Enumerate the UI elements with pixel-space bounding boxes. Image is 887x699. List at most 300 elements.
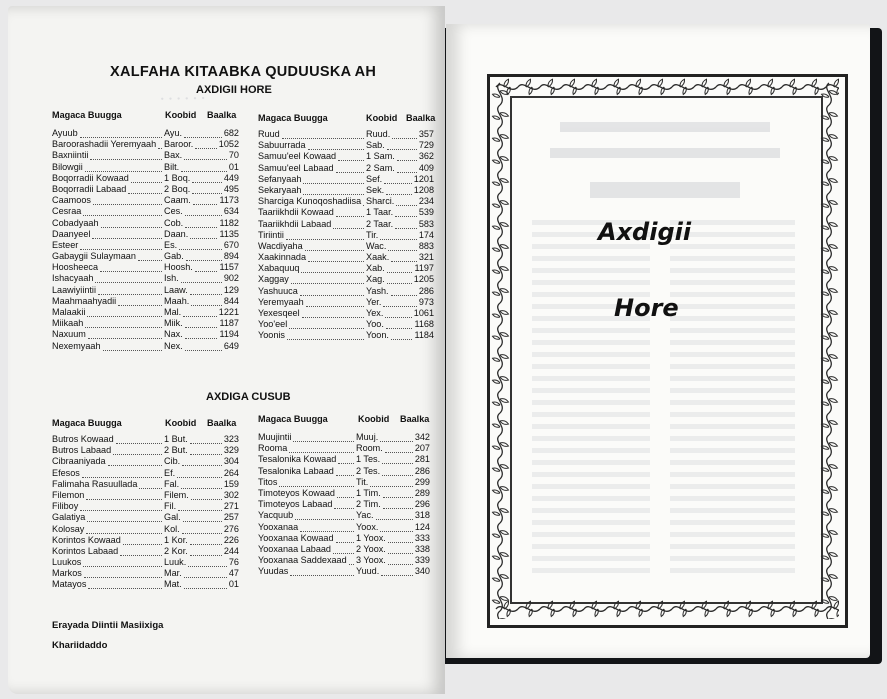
title-line-1: Axdigii [598,218,692,246]
toc-row [52,434,239,445]
page-number: 339 [414,555,430,566]
dot-leader [381,566,413,576]
toc-row [52,468,239,479]
page-number: 329 [223,445,239,456]
book-abbreviation: Yoo. [366,319,384,330]
toc-row [258,454,430,465]
book-abbreviation: Yac. [356,510,374,521]
book-abbreviation: Nax. [164,329,183,340]
book-name: Korintos Labaad [52,545,119,556]
book-abbreviation: Ayu. [164,128,183,138]
book-abbreviation: Tir. [366,229,379,240]
book-name: Boqorradii Labaad [52,183,127,194]
book-abbreviation: Daan. [164,228,189,239]
toc-row [258,488,430,499]
book-abbreviation: Laaw. [164,284,188,295]
page-number: 1168 [414,319,434,330]
page-number: 271 [223,501,239,512]
book-abbreviation: Gab. [164,251,184,262]
toc-row [52,139,239,150]
book-name: Yeremyaah [258,296,304,307]
dot-leader [303,185,364,195]
toc-row [52,329,239,340]
dot-leader [84,568,162,578]
toc-row [52,512,239,523]
dot-leader [182,524,222,534]
page-number: 1135 [219,228,239,239]
page-number: 296 [414,499,430,510]
col-page-header: Baalka [207,110,237,120]
book-abbreviation: 1 Tim. [356,487,381,498]
book-name: Tesalonika Kowaad [258,454,337,465]
book-name: Maahmaahyadii [52,295,117,306]
title-line-2: Hore [614,294,679,322]
book-name: Yuudas [258,566,289,577]
book-abbreviation: Mar. [164,568,182,579]
dot-leader [185,341,222,351]
toc-row [52,173,239,184]
dot-leader [397,151,417,161]
book-name: Wacdiyaha [258,240,303,251]
book-abbreviation: Fal. [164,478,180,489]
dot-leader [178,501,222,511]
book-abbreviation: 2 Sam. [366,162,395,173]
dot-leader [397,163,417,173]
page-number: 129 [223,284,239,295]
dot-leader [108,456,162,466]
dot-leader [308,140,364,150]
dot-leader [103,341,162,351]
dot-leader [333,219,364,229]
book-name: Butros Kowaad [52,434,114,444]
book-abbreviation: 2 Tes. [356,465,381,476]
book-name: Cesraa [52,206,82,217]
dot-leader [83,557,162,567]
dot-leader [395,207,417,217]
toc-row [258,330,434,341]
dot-leader [279,477,354,487]
dot-leader [185,206,222,216]
dot-leader [300,286,364,296]
dot-leader [336,466,354,476]
toc-row [258,196,434,207]
book-name: Muujintii [258,432,292,442]
dot-leader [383,297,417,307]
dot-leader [92,229,162,239]
book-name: Ayuub [52,128,78,138]
book-abbreviation: Xab. [366,263,385,274]
page-number: 729 [418,140,434,151]
dot-leader [387,140,417,150]
book-name: Xaakinnada [258,252,307,263]
toc-row [258,140,434,151]
book-name: Samuu'eel Kowaad [258,151,337,162]
page-number: 539 [418,207,434,218]
dot-leader [293,432,354,442]
book-name: Cobadyaah [52,217,99,228]
dot-leader [190,535,222,545]
dot-leader [80,128,162,138]
dot-leader [184,568,227,578]
page-number: 01 [228,161,239,172]
book-name: Filemon [52,489,85,500]
toc-row [258,533,430,544]
toc-row [52,456,239,467]
page-number: 76 [228,557,239,568]
book-abbreviation: Yoon. [366,330,389,341]
book-abbreviation: Caam. [164,195,191,206]
toc-row [258,163,434,174]
dot-leader [183,307,217,317]
dot-leader [101,218,162,228]
toc-row [52,162,239,173]
book-name: Ishacyaah [52,273,94,284]
book-abbreviation: Ef. [164,467,176,478]
dot-leader [300,522,354,532]
col-abbr-header: Koobid [165,110,197,120]
book-name: Filiboy [52,501,79,512]
dot-leader [301,263,364,273]
toc-rows [258,127,434,342]
toc-row [52,150,239,161]
page-number: 286 [418,285,434,296]
page-number: 47 [228,568,239,579]
col-abbr-header: Koobid [358,414,390,424]
book-name: Laawiyiintii [52,284,96,295]
dot-leader [383,499,413,509]
book-name: Daanyeel [52,228,91,239]
toc-row [258,319,434,330]
dot-leader [190,434,222,444]
book-name: Kolosay [52,523,85,534]
dot-leader [306,297,364,307]
dot-leader [191,490,222,500]
book-abbreviation: 2 Kor. [164,545,188,556]
page-number: 357 [418,129,434,139]
dot-leader [334,499,354,509]
dot-leader [179,240,222,250]
book-name: Naxuum [52,329,86,340]
toc-rows [52,432,239,591]
toc-row [52,479,239,490]
book-name: Sefanyaah [258,173,302,184]
dot-leader [370,477,413,487]
col-page-header: Baalka [406,113,436,123]
column-header-row [52,418,239,432]
page-number: 973 [418,296,434,307]
toc-row [52,307,239,318]
book-abbreviation: Mal. [164,307,182,317]
book-name: Taariikhdii Kowaad [258,207,334,218]
floral-border-ornament [490,77,839,619]
book-name: Timoteyos Labaad [258,499,333,510]
book-name: Yooxanaa Saddexaad [258,555,347,566]
page-number: 234 [418,196,434,207]
dot-leader [80,240,162,250]
book-name: Boqorradii Kowaad [52,172,129,183]
dot-leader [158,139,162,149]
ot-left-column [52,110,239,352]
column-header-row [52,110,239,124]
dot-leader [185,329,217,339]
book-name: Butros Labaad [52,445,112,456]
book-name: Tiriintii [258,229,284,240]
page-number: 1157 [219,262,239,273]
dot-leader [88,579,162,589]
dot-leader [388,241,417,251]
page-number: 1187 [219,318,239,329]
toc-row [258,297,434,308]
book-name: Yacquub [258,510,294,521]
dot-leader [336,533,354,543]
page-number: 01 [228,579,239,590]
page-number: 323 [223,434,239,444]
page-number: 70 [228,150,239,161]
toc-row [52,546,239,557]
dot-leader [380,230,417,240]
book-abbreviation: Bax. [164,150,183,161]
dot-leader [184,579,227,589]
book-abbreviation: Sab. [366,140,385,151]
old-testament-heading: AXDIGII HORE [196,84,272,96]
book-abbreviation: Luuk. [164,557,187,568]
dot-leader [120,546,162,556]
dot-leader [195,262,217,272]
page-number: 244 [223,545,239,556]
dot-leader [138,251,162,261]
dot-leader [184,128,222,138]
col-abbr-header: Koobid [165,418,197,428]
dot-leader [336,163,364,173]
dot-leader [282,129,364,139]
page-number: 264 [223,467,239,478]
col-name-header: Magaca Buugga [52,110,122,120]
toc-row [258,522,430,533]
dot-leader [290,566,354,576]
dot-leader [392,129,417,139]
dot-leader [185,318,217,328]
toc-row [52,285,239,296]
book-name: Gabaygii Sulaymaan [52,251,136,262]
dot-leader [382,454,413,464]
book-name: Bilowgii [52,161,83,172]
book-abbreviation: Kol. [164,523,180,534]
dot-leader [82,468,162,478]
dot-leader [123,535,162,545]
dot-leader [386,319,412,329]
book-name: Xabaquuq [258,263,300,274]
book-abbreviation: Cib. [164,456,181,467]
dot-leader [86,490,162,500]
book-abbreviation: Wac. [366,240,387,251]
dot-leader [380,432,413,442]
dot-leader [386,185,412,195]
book-abbreviation: Nex. [164,340,183,351]
dot-leader [116,434,162,444]
book-abbreviation: Bilt. [164,161,180,172]
book-name: Tesalonika Labaad [258,465,334,476]
toc-row [258,252,434,263]
dot-leader [385,443,413,453]
dot-leader [192,173,222,183]
toc-row [52,524,239,535]
toc-row [52,579,239,590]
book-abbreviation: Baroor. [164,139,194,150]
book-abbreviation: 1 Tes. [356,454,381,465]
dot-leader [338,151,364,161]
page-number: 1208 [413,184,434,195]
toc-row [52,206,239,217]
book-abbreviation: 1 Taar. [366,207,394,218]
page-number: 682 [223,128,239,138]
page-number: 1197 [414,263,434,274]
page-number: 1205 [413,274,434,285]
book-abbreviation: 1 But. [164,434,188,444]
toc-row [258,566,430,577]
dot-leader [184,150,227,160]
page-number: 1201 [413,173,434,184]
toc-row [258,443,430,454]
book-abbreviation: Yex. [366,308,384,318]
dot-leader [188,557,227,567]
dot-leader [87,512,162,522]
dot-leader [302,308,364,318]
dot-leader [85,162,162,172]
page-number: 281 [414,454,430,465]
page-number: 1182 [219,217,239,228]
page-number: 276 [223,523,239,534]
col-name-header: Magaca Buugga [258,113,328,123]
dot-leader [181,162,227,172]
col-page-header: Baalka [207,418,237,428]
dot-leader [363,196,364,206]
col-name-header: Magaca Buugga [258,414,328,424]
col-page-header: Baalka [400,414,430,424]
page-number: 124 [414,521,430,532]
dot-leader [376,510,413,520]
dot-leader [182,456,222,466]
book-abbreviation: Yoox. [356,521,379,532]
book-abbreviation: Ish. [164,273,179,284]
page-number: 649 [223,340,239,351]
dot-leader [384,174,412,184]
page-number: 318 [414,510,430,521]
book-name: Rooma [258,443,288,454]
dot-leader [305,241,364,251]
dot-leader [387,274,412,284]
dot-leader [195,139,217,149]
toc-row [258,286,434,297]
book-abbreviation: Xaak. [366,252,390,263]
book-abbreviation: 2 Yoox. [356,543,386,554]
page-number: 1061 [413,308,434,318]
toc-row [52,262,239,273]
book-abbreviation: Muuj. [356,432,379,442]
dot-leader [128,184,162,194]
toc-row [52,568,239,579]
dot-leader [287,330,364,340]
toc-row [52,184,239,195]
book-name: Samuu'eel Labaad [258,162,334,173]
page-number: 902 [223,273,239,284]
dot-leader [303,174,364,184]
toc-row [52,273,239,284]
dot-leader [387,263,412,273]
toc-row [52,445,239,456]
page-number: 883 [418,240,434,251]
column-header-row [258,113,434,127]
book-name: Miikaah [52,318,84,329]
book-abbreviation: 1 Yoox. [356,532,386,543]
book-name: Yexesqeel [258,308,300,318]
dot-leader [388,544,413,554]
book-name: Efesos [52,467,80,478]
page-number: 302 [223,489,239,500]
toc-row [52,195,239,206]
dot-leader [190,285,222,295]
toc-row [52,251,239,262]
book-abbreviation: Gal. [164,512,181,523]
book-abbreviation: Miik. [164,318,183,329]
toc-row [52,501,239,512]
book-name: Baroorashadii Yeremyaah [52,139,157,150]
dot-leader [289,319,364,329]
book-name: Cibraaniyada [52,456,106,467]
book-abbreviation: Ces. [164,206,183,217]
page-number: 226 [223,534,239,545]
dot-leader [396,196,417,206]
book-name: Matayos [52,579,87,590]
book-name: Yoo'eel [258,319,288,330]
dot-leader [291,274,364,284]
book-name: Sekaryaah [258,184,302,195]
book-name: Yooxanaa Labaad [258,543,331,554]
book-abbreviation: Yer. [366,296,382,307]
dot-leader [349,555,354,565]
book-abbreviation: Yash. [366,285,389,296]
book-name: Baxniintii [52,150,89,161]
book-abbreviation: 1 Sam. [366,151,395,162]
page-title: XALFAHA KITAABKA QUDUUSKA AH [110,64,377,80]
book-abbreviation: Hoosh. [164,262,193,273]
page-number: 289 [414,487,430,498]
toc-row [258,477,430,488]
toc-row [52,490,239,501]
book-name: Falimaha Rasuullada [52,478,138,489]
book-name: Yoonis [258,330,285,341]
toc-row [258,129,434,140]
toc-row [258,230,434,241]
page-number: 174 [418,229,434,240]
page-number: 495 [223,183,239,194]
book-abbreviation: 2 Boq. [164,183,191,194]
toc-row [258,185,434,196]
page-number: 304 [223,456,239,467]
book-name: Galatiya [52,512,86,523]
book-abbreviation: Es. [164,239,178,250]
nt-left-column [52,418,239,591]
page-number: 340 [414,566,430,577]
toc-row [258,274,434,285]
toc-rows [52,124,239,352]
dot-leader [383,488,413,498]
toc-row [52,296,239,307]
page-number: 583 [418,218,434,229]
page-number: 342 [414,432,430,442]
dot-leader [88,329,162,339]
dot-leader [333,544,354,554]
book-name: Sabuurrada [258,140,306,151]
